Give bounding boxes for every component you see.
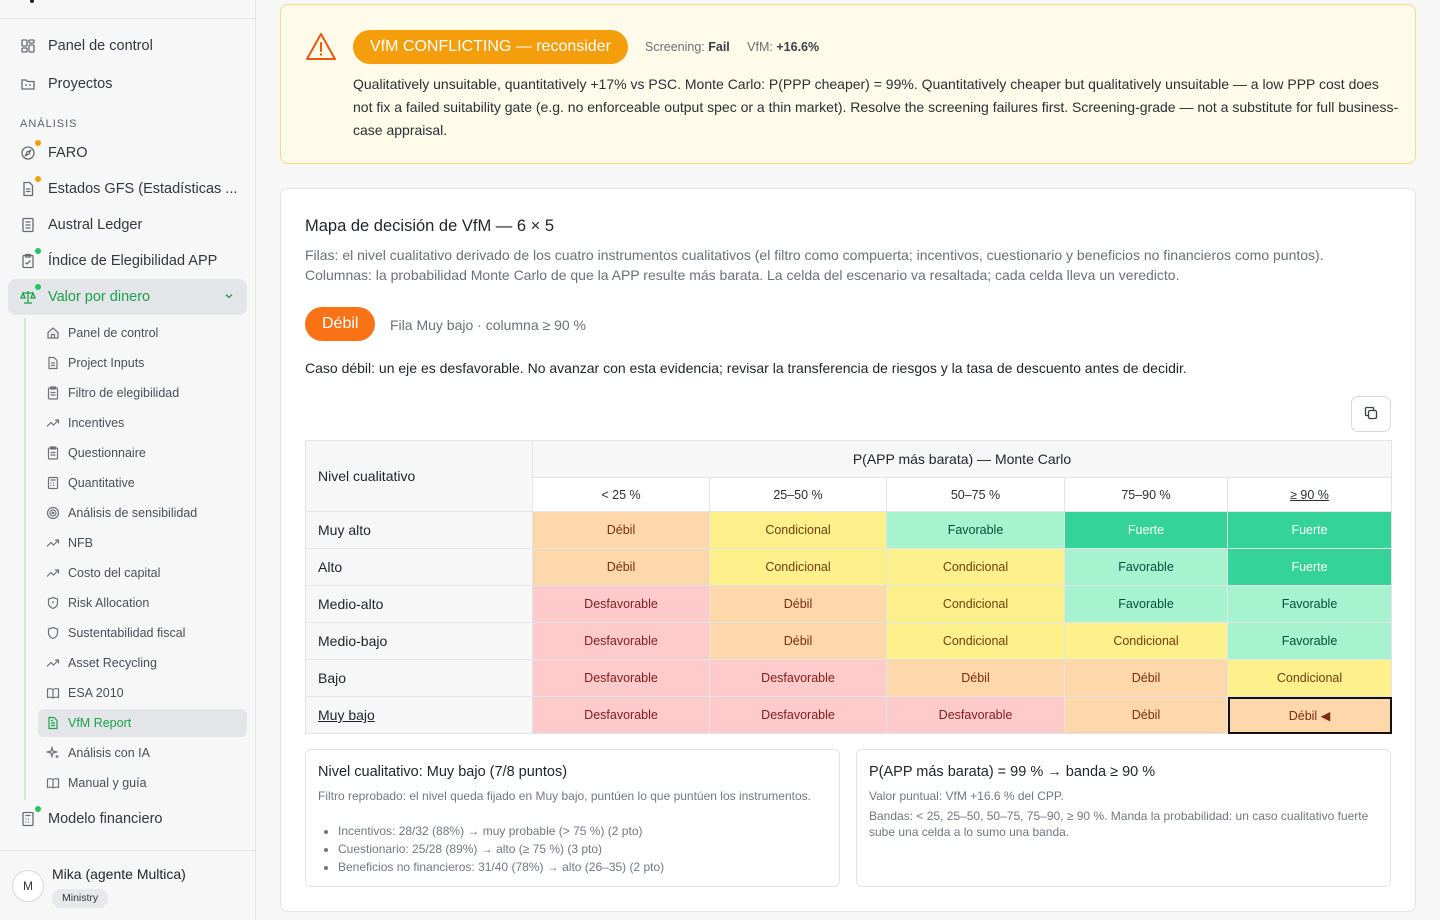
vfm-status-pill: VfM CONFLICTING — reconsider [353, 30, 628, 64]
book-icon [46, 686, 60, 700]
sidebar-item-label: Austral Ledger [48, 217, 143, 233]
subitem-esa-2010[interactable] [38, 679, 247, 707]
matrix-cell[interactable]: Débil [887, 660, 1065, 697]
trend-icon [46, 656, 60, 670]
row-label: Bajo [318, 670, 347, 686]
table-row [306, 586, 1392, 623]
table-row [306, 549, 1392, 586]
subitem-manual-guia[interactable] [38, 769, 247, 797]
sidebar-item-label: FARO [48, 145, 88, 161]
clipboard-icon [20, 253, 36, 269]
sidebar-item-indice-elegibilidad[interactable] [8, 243, 247, 279]
sidebar-divider [0, 18, 255, 19]
subitem-label: Manual y guía [68, 776, 147, 790]
subitem-label: Filtro de elegibilidad [68, 386, 180, 400]
sidebar-item-label: Panel de control [48, 38, 153, 54]
subitem-label: Incentives [68, 416, 125, 430]
screening-label: Screening: [645, 40, 705, 54]
matrix-cell[interactable]: Débil ◀ [1228, 697, 1392, 734]
subitem-label: ESA 2010 [68, 686, 124, 700]
warning-icon [305, 31, 337, 63]
calculator-icon [20, 811, 36, 827]
decision-map-subtitle: Filas: el nivel cualitativo derivado de los cuatro instrumentos cualitativos (el filtro como compuerta; incentivos, cuestionario y beneficios no financieros como puntos). Columnas: la probabilidad Monte Carlo de que la APP resulte más barata. La celda del escenario va resaltada; cada celda lleva un veredicto. [305, 247, 1324, 283]
matrix-column-header: < 25 % [533, 478, 710, 512]
subitem-costo-capital[interactable] [38, 559, 247, 587]
verdict-explanation: Caso débil: un eje es desfavorable. No avanzar con esta evidencia; revisar la transferencia de riesgos y la tasa de descuento antes de decidir. [305, 360, 1187, 376]
matrix-cell[interactable]: Desfavorable [533, 623, 710, 660]
notification-dot [35, 248, 41, 254]
matrix-cell[interactable]: Fuerte [1228, 549, 1392, 586]
report-icon [46, 716, 60, 730]
qualitative-level-panel [305, 749, 840, 887]
avatar: M [12, 870, 44, 902]
table-row [306, 697, 1392, 734]
matrix-cell[interactable]: Favorable [1065, 586, 1228, 623]
sidebar-item-austral-ledger[interactable] [8, 207, 247, 243]
matrix-cell[interactable]: Condicional [887, 549, 1065, 586]
sidebar-item-label: Índice de Elegibilidad APP [48, 253, 218, 269]
matrix-column-header: 50–75 % [887, 478, 1065, 512]
subitem-quantitative[interactable] [38, 469, 247, 497]
subitem-analisis-ia[interactable] [38, 739, 247, 767]
target-icon [46, 506, 60, 520]
subitem-filtro-elegibilidad[interactable] [38, 379, 247, 407]
book-icon [46, 776, 60, 790]
sidebar-item-modelo-financiero[interactable] [8, 801, 247, 837]
table-row [306, 660, 1392, 697]
matrix-column-header: ≥ 90 % [1228, 478, 1392, 512]
matrix-row-header [306, 623, 533, 660]
user-role-badge: Ministry [52, 889, 108, 908]
subitem-label: Sustentabilidad fiscal [68, 626, 186, 640]
matrix-cell[interactable]: Desfavorable [533, 586, 710, 623]
probability-title: P(APP más barata) = 99 % → banda ≥ 90 % [869, 764, 1156, 780]
subitem-asset-recycling[interactable] [38, 649, 247, 677]
row-label: Medio-alto [318, 596, 384, 612]
vfm-conflict-alert [280, 4, 1416, 164]
sidebar-item-label: Estados GFS (Estadísticas ... [48, 181, 238, 197]
scale-icon [20, 289, 36, 305]
alert-description: Qualitatively unsuitable, quantitatively +17% vs PSC. Monte Carlo: P(PPP cheaper) = 99%. Quantitatively cheaper but qualitatively unsuitable — a low PPP cost does not fix a failed suitability gate (e.g. no enforceable output spec or a thin market). Resolve the screening failures first. Screening-grade — not a substitute for full business-case appraisal. [353, 76, 1399, 138]
qualitative-level-note: Filtro reprobado: el nivel queda fijado en Muy bajo, puntúen lo que puntúen los instrumentos. [318, 789, 811, 803]
sidebar [0, 0, 256, 920]
copy-button[interactable] [1351, 396, 1391, 432]
sidebar-item-label: Modelo financiero [48, 811, 163, 827]
subitem-nfb[interactable] [38, 529, 247, 557]
sidebar-item-estados-gfs[interactable] [8, 171, 247, 207]
matrix-cell[interactable]: Débil [1065, 660, 1228, 697]
document-icon [20, 181, 36, 197]
subitem-label: Panel de control [68, 326, 159, 340]
notification-dot [35, 176, 41, 182]
matrix-cell[interactable]: Favorable [1228, 586, 1392, 623]
subitem-analisis-sensibilidad[interactable] [38, 499, 247, 527]
row-label: Alto [318, 559, 343, 575]
subitem-label: Costo del capital [68, 566, 161, 580]
subitem-label: Análisis de sensibilidad [68, 506, 198, 520]
probability-point-value: Valor puntual: VfM +16.6 % del CPP. [869, 789, 1064, 803]
home-icon [46, 326, 60, 340]
vfm-value: +16.6% [776, 40, 820, 54]
qualitative-bullets [338, 822, 818, 876]
matrix-cell[interactable]: Débil [533, 512, 710, 549]
qualitative-level-title: Nivel cualitativo: Muy bajo (7/8 puntos) [318, 764, 568, 780]
matrix-row-header [306, 512, 533, 549]
matrix-cell[interactable]: Débil [710, 623, 887, 660]
notification-dot [35, 140, 41, 146]
compass-icon [20, 145, 36, 161]
matrix-cell[interactable]: Fuerte [1065, 512, 1228, 549]
clipboard-icon [46, 386, 60, 400]
matrix-cell[interactable]: Desfavorable [710, 697, 887, 734]
decision-map-card [280, 188, 1416, 912]
calculator-icon [46, 476, 60, 490]
matrix-row-header [306, 586, 533, 623]
matrix-cell[interactable]: Débil [533, 549, 710, 586]
subitem-label: VfM Report [68, 716, 132, 730]
matrix-cell[interactable]: Débil [1065, 697, 1228, 734]
dashboard-icon [20, 38, 36, 54]
notification-dot [35, 284, 41, 290]
list-item: • Beneficios no financieros: 31/40 (78%) → alto (26–35) (2 pto) [338, 858, 818, 876]
matrix-cell[interactable]: Favorable [1065, 549, 1228, 586]
matrix-cell[interactable]: Desfavorable [533, 660, 710, 697]
screening-meta [645, 40, 819, 54]
sidebar-item-label: Proyectos [48, 76, 113, 92]
chevron-down-icon[interactable] [223, 290, 235, 302]
matrix-row-header [306, 697, 533, 734]
subitem-label: Asset Recycling [68, 656, 157, 670]
screening-value: Fail [708, 40, 730, 54]
user-profile[interactable] [0, 850, 255, 920]
matrix-cell[interactable]: Condicional [710, 512, 887, 549]
sidebar-item-label: Valor por dinero [48, 289, 151, 305]
matrix-corner-label: Nivel cualitativo [306, 441, 533, 512]
matrix-cell[interactable]: Desfavorable [887, 697, 1065, 734]
table-row [306, 512, 1392, 549]
verdict-pill: Débil [305, 307, 375, 341]
matrix-cell[interactable]: Condicional [1065, 623, 1228, 660]
subitem-label: Project Inputs [68, 356, 145, 370]
decision-map-title: Mapa de decisión de VfM — 6 × 5 [305, 217, 555, 235]
trend-icon [46, 416, 60, 430]
table-row [306, 623, 1392, 660]
matrix-cell[interactable]: Favorable [887, 512, 1065, 549]
matrix-row-header [306, 660, 533, 697]
shield-icon [46, 626, 60, 640]
notification-dot [35, 806, 41, 812]
subitem-label: Análisis con IA [68, 746, 150, 760]
list-item: • Incentivos: 28/32 (88%) → muy probable (> 75 %) (2 pto) [338, 822, 818, 840]
matrix-column-header: 25–50 % [710, 478, 887, 512]
vfm-label: VfM: [747, 40, 773, 54]
document-icon [46, 356, 60, 370]
submenu-guide-line [24, 318, 26, 800]
section-label-analisis: ANÁLISIS [20, 118, 78, 130]
matrix-cell[interactable]: Condicional [887, 586, 1065, 623]
user-name: Mika (agente Multica) [52, 866, 186, 882]
matrix-cell[interactable]: Fuerte [1228, 512, 1392, 549]
sparkle-icon [46, 746, 60, 760]
subitem-label: Quantitative [68, 476, 135, 490]
subitem-label: Risk Allocation [68, 596, 150, 610]
decision-matrix [305, 440, 1392, 734]
sidebar-item-valor-por-dinero[interactable] [8, 279, 247, 315]
trend-icon [46, 566, 60, 580]
sidebar-item-panel-de-control[interactable] [8, 28, 247, 64]
matrix-cell[interactable]: Condicional [1228, 660, 1392, 697]
matrix-cell[interactable]: Favorable [1228, 623, 1392, 660]
matrix-cell[interactable]: Condicional [887, 623, 1065, 660]
trend-icon [46, 536, 60, 550]
ledger-icon [20, 217, 36, 233]
sidebar-item-faro[interactable] [8, 135, 247, 171]
matrix-row-header [306, 549, 533, 586]
row-label: Muy alto [318, 522, 371, 538]
matrix-cell[interactable]: Desfavorable [710, 660, 887, 697]
probability-bands: Bandas: < 25, 25–50, 50–75, 75–90, ≥ 90 %. Manda la probabilidad: un caso cualitativo fuerte sube una celda a lo sumo una banda. [869, 809, 1369, 839]
subitem-risk-allocation[interactable] [38, 589, 247, 617]
matrix-column-header: 75–90 % [1065, 478, 1228, 512]
matrix-group-header: P(APP más barata) — Monte Carlo [533, 441, 1392, 478]
matrix-cell[interactable]: Débil [710, 586, 887, 623]
subitem-vfm-report[interactable] [38, 709, 247, 737]
matrix-cell[interactable]: Condicional [710, 549, 887, 586]
clipboard-icon [46, 446, 60, 460]
subitem-incentives[interactable] [38, 409, 247, 437]
sidebar-item-proyectos[interactable] [8, 66, 247, 102]
shield-icon [46, 596, 60, 610]
verdict-location: Fila Muy bajo · columna ≥ 90 % [390, 317, 586, 333]
list-item: • Cuestionario: 25/28 (89%) → alto (≥ 75 %) (3 pto) [338, 840, 818, 858]
matrix-cell[interactable]: Desfavorable [533, 697, 710, 734]
logo-fragment [30, 0, 34, 3]
copy-icon [1364, 406, 1378, 423]
subitem-label: Questionnaire [68, 446, 146, 460]
probability-panel [856, 749, 1391, 887]
row-label: Muy bajo [318, 707, 375, 723]
row-label: Medio-bajo [318, 633, 388, 649]
subitem-sustentabilidad-fiscal[interactable] [38, 619, 247, 647]
subitem-questionnaire[interactable] [38, 439, 247, 467]
subitem-project-inputs[interactable] [38, 349, 247, 377]
subitem-label: NFB [68, 536, 93, 550]
folder-icon [20, 76, 36, 92]
subitem-panel-de-control[interactable] [38, 319, 247, 347]
